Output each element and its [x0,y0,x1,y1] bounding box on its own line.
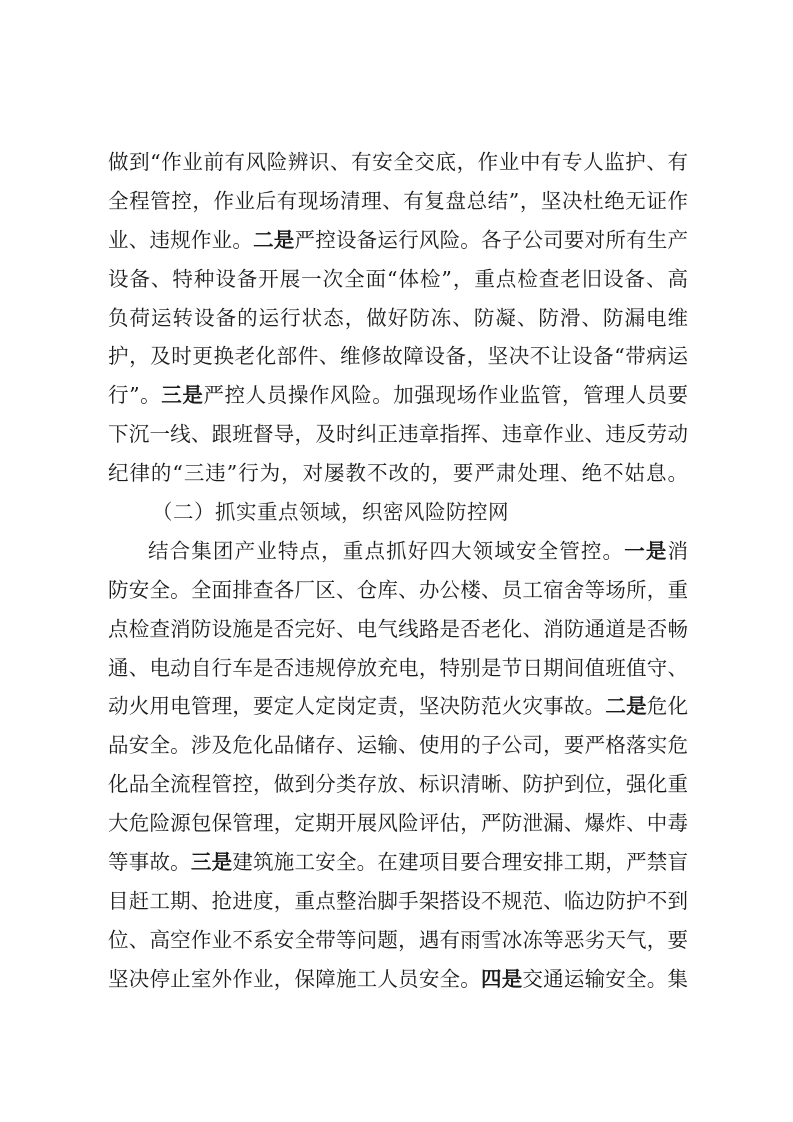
body-line-13 [108,610,688,649]
text-segment: 行”。 [108,383,162,408]
body-line-11 [108,532,688,571]
body-line-22 [108,960,688,999]
text-segment: 位、高空作业不系安全带等问题，遇有雨雪冰冻等恶劣天气，要 [108,927,688,952]
body-line-14 [108,649,688,688]
text-segment: 护，及时更换老化部件、维修故障设备，坚决不让设备“带病运 [108,344,688,369]
body-line-18 [108,804,688,843]
body-line-15 [108,687,688,726]
section-heading [108,493,688,532]
body-line-17 [108,765,688,804]
text-segment: 通、电动自行车是否违规停放充电，特别是节日期间值班值守、 [108,655,688,680]
text-segment: 设备、特种设备开展一次全面“体检”，重点检查老旧设备、高 [108,266,688,291]
text-segment: 坚决停止室外作业，保障施工人员安全。 [108,966,481,991]
text-segment: 等事故。 [108,850,191,875]
body-line-4 [108,260,688,299]
body-line-20 [108,882,688,921]
body-line-16 [108,726,688,765]
text-segment: 点检查消防设施是否完好、电气线路是否老化、消防通道是否畅 [108,616,688,641]
bold-keyword: 四是 [481,966,523,991]
text-segment: 全程管控，作业后有现场清理、有复盘总结”，坚决杜绝无证作 [108,188,688,213]
document-body [108,143,688,999]
body-line-6 [108,337,688,376]
text-segment: 大危险源包保管理，定期开展风险评估，严防泄漏、爆炸、中毒 [108,811,688,836]
body-line-1 [108,143,688,182]
text-segment: 下沉一线、跟班督导，及时纠正违章指挥、违章作业、违反劳动 [108,422,688,447]
text-segment: 目赶工期、抢进度，重点整治脚手架搭设不规范、临边防护不到 [108,888,688,913]
bold-keyword: 三是 [190,850,233,875]
body-line-8 [108,415,688,454]
text-segment: 化品全流程管控，做到分类存放、标识清晰、防护到位，强化重 [108,772,688,797]
body-line-12 [108,571,688,610]
text-segment: 纪律的“三违”行为，对屡教不改的，要严肃处理、绝不姑息。 [108,461,688,486]
text-segment: 负荷运转设备的运行状态，做好防冻、防凝、防滑、防漏电维 [108,305,688,330]
text-segment: 消 [667,538,688,563]
bold-keyword: 二是 [253,227,295,252]
text-segment: 结合集团产业特点，重点抓好四大领域安全管控。 [148,538,625,563]
bold-keyword: 二是 [605,694,647,719]
body-line-19 [108,843,688,882]
body-line-7 [108,376,688,415]
heading-text: （二）抓实重点领域，织密风险防控网 [152,500,509,525]
text-segment: 品安全。涉及危化品储存、运输、使用的子公司，要严格落实危 [108,733,688,758]
text-segment: 做到“作业前有风险辨识、有安全交底，作业中有专人监护、有 [108,150,688,174]
body-line-3 [108,221,688,260]
body-line-9 [108,454,688,493]
text-segment: 建筑施工安全。在建项目要合理安排工期，严禁盲 [232,850,688,875]
text-segment: 严控设备运行风险。各子公司要对所有生产 [294,227,688,252]
text-segment: 业、违规作业。 [108,227,254,252]
text-segment: 危化 [646,694,688,719]
text-segment: 动火用电管理，要定人定岗定责，坚决防范火灾事故。 [108,694,606,719]
text-segment: 防安全。全面排查各厂区、仓库、办公楼、员工宿舍等场所，重 [108,577,688,602]
text-segment: 交通运输安全。集 [522,966,688,991]
body-line-2 [108,182,688,221]
body-line-21 [108,921,688,960]
bold-keyword: 三是 [161,383,204,408]
bold-keyword: 一是 [624,538,668,563]
text-segment: 严控人员操作风险。加强现场作业监管，管理人员要 [203,383,688,408]
body-line-5 [108,299,688,338]
